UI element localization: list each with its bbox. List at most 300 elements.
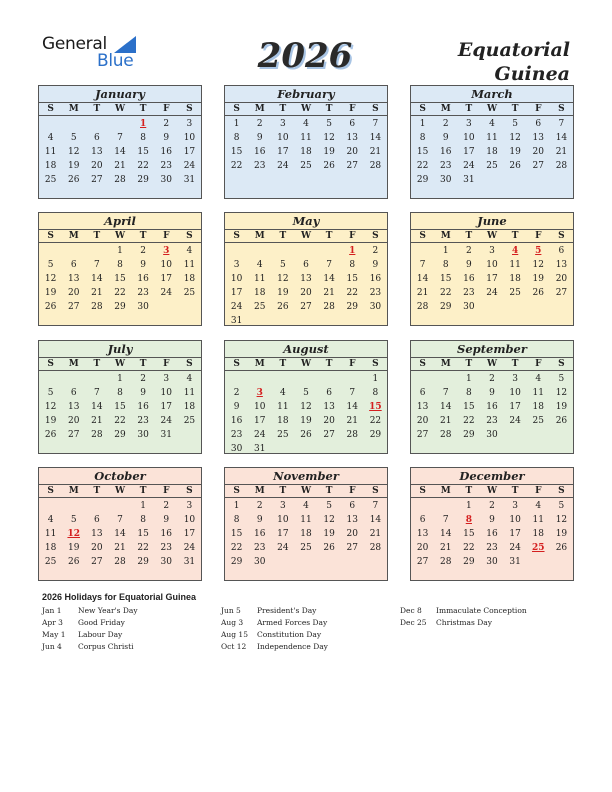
day-cell: 16 — [160, 529, 172, 539]
day-cell: 6 — [303, 260, 309, 270]
weekday-label: W — [300, 359, 312, 369]
day-cell: 29 — [463, 557, 475, 567]
day-cell: 26 — [67, 175, 80, 185]
weekday-label: T — [465, 104, 473, 114]
day-cell: 5 — [279, 260, 286, 270]
day-cell: 3 — [279, 119, 286, 129]
day-cell: 7 — [326, 260, 332, 270]
day-cell: 2 — [140, 374, 146, 384]
weekday-label: T — [279, 231, 287, 241]
day-cell: 25 — [44, 557, 57, 567]
holiday-name: New Year's Day — [78, 606, 138, 615]
weekday-label: S — [419, 359, 426, 369]
weekday-label: T — [139, 486, 147, 496]
day-cell: 21 — [416, 288, 429, 298]
day-cell: 19 — [323, 147, 335, 157]
holiday-name: Labour Day — [78, 630, 123, 639]
day-cell: 24 — [160, 288, 172, 298]
day-cell: 21 — [91, 416, 103, 426]
empty-day — [39, 499, 62, 513]
month-may — [224, 212, 388, 326]
day-cell: 7 — [442, 515, 449, 525]
month-title: March — [411, 86, 573, 103]
day-cell: 14 — [369, 515, 382, 525]
weekday-label: M — [68, 486, 79, 496]
day-grid — [411, 371, 573, 442]
day-grid — [225, 371, 387, 456]
day-cell: 14 — [91, 402, 103, 412]
holiday-date: Jan 1 — [42, 606, 62, 615]
day-cell: 22 — [439, 288, 452, 298]
month-april — [38, 212, 202, 326]
day-cell: 12 — [67, 147, 80, 157]
day-cell: 29 — [230, 557, 243, 567]
empty-day — [62, 372, 85, 386]
day-cell: 8 — [419, 133, 426, 143]
empty-day — [85, 499, 108, 513]
day-cell: 6 — [70, 260, 77, 270]
day-cell: 25 — [300, 543, 312, 553]
day-cell: 23 — [137, 416, 149, 426]
day-cell: 5 — [558, 374, 565, 384]
holiday-day: 1 — [349, 246, 356, 256]
day-cell: 6 — [349, 119, 356, 129]
weekday-label: S — [372, 104, 379, 114]
brand-logo — [42, 34, 142, 74]
day-cell: 5 — [70, 133, 77, 143]
weekday-label: W — [114, 104, 126, 114]
day-cell: 18 — [532, 529, 544, 539]
day-cell: 9 — [372, 260, 379, 270]
day-cell: 7 — [558, 119, 565, 129]
day-cell: 5 — [512, 119, 518, 129]
day-cell: 28 — [369, 543, 382, 553]
brand-line1: General — [42, 34, 107, 54]
day-cell: 28 — [439, 557, 452, 567]
day-cell: 16 — [253, 529, 266, 539]
holidays-column — [42, 605, 138, 653]
month-march — [410, 85, 574, 199]
day-cell: 10 — [183, 133, 196, 143]
day-cell: 10 — [160, 260, 172, 270]
day-cell: 17 — [486, 274, 498, 284]
day-cell: 9 — [256, 133, 263, 143]
weekday-header-row — [411, 103, 573, 116]
day-cell: 18 — [44, 543, 57, 553]
day-cell: 8 — [117, 388, 123, 398]
day-cell: 22 — [137, 543, 149, 553]
holiday-date: Jun 5 — [221, 606, 241, 615]
day-cell: 2 — [442, 119, 449, 129]
day-cell: 1 — [419, 119, 426, 129]
day-cell: 15 — [114, 402, 126, 412]
holiday-date: Aug 15 — [221, 630, 248, 639]
day-cell: 24 — [183, 161, 196, 171]
day-cell: 3 — [465, 119, 472, 129]
day-cell: 19 — [44, 288, 57, 298]
day-cell: 4 — [303, 501, 309, 511]
weekday-label: W — [114, 231, 126, 241]
day-cell: 29 — [369, 430, 382, 440]
day-cell: 17 — [183, 147, 196, 157]
day-cell: 22 — [416, 161, 429, 171]
holiday-date: Oct 12 — [221, 642, 247, 651]
month-title: September — [411, 341, 573, 358]
weekday-label: S — [233, 359, 240, 369]
day-cell: 17 — [183, 529, 196, 539]
day-cell: 16 — [486, 402, 498, 412]
day-cell: 3 — [512, 501, 518, 511]
day-cell: 13 — [416, 529, 429, 539]
day-cell: 12 — [323, 515, 335, 525]
holiday-date: Aug 3 — [221, 618, 244, 627]
day-cell: 12 — [277, 274, 289, 284]
day-cell: 30 — [137, 302, 149, 312]
weekday-label: S — [233, 104, 240, 114]
day-cell: 14 — [323, 274, 335, 284]
day-cell: 28 — [369, 161, 382, 171]
day-cell: 13 — [67, 402, 80, 412]
month-title: February — [225, 86, 387, 103]
day-cell: 21 — [91, 288, 103, 298]
holiday-entry — [400, 605, 527, 617]
day-cell: 29 — [137, 175, 149, 185]
day-cell: 20 — [67, 288, 80, 298]
day-cell: 16 — [463, 274, 475, 284]
holiday-entry — [42, 605, 138, 617]
holiday-entry — [221, 605, 328, 617]
day-cell: 19 — [300, 416, 312, 426]
weekday-label: M — [440, 359, 451, 369]
day-cell: 21 — [323, 288, 335, 298]
day-grid — [39, 371, 201, 442]
day-cell: 28 — [439, 430, 452, 440]
weekday-label: T — [465, 486, 473, 496]
day-cell: 28 — [91, 302, 103, 312]
day-cell: 3 — [233, 260, 240, 270]
day-cell: 25 — [183, 288, 196, 298]
day-cell: 24 — [277, 161, 289, 171]
day-cell: 22 — [369, 416, 382, 426]
day-cell: 17 — [277, 529, 289, 539]
empty-day — [294, 244, 317, 258]
weekday-label: W — [486, 486, 498, 496]
holiday-entry — [42, 617, 138, 629]
day-cell: 26 — [44, 430, 57, 440]
day-cell: 29 — [114, 302, 126, 312]
day-cell: 16 — [253, 147, 266, 157]
weekday-label: S — [419, 486, 426, 496]
day-cell: 6 — [70, 388, 77, 398]
weekday-label: M — [68, 231, 79, 241]
day-cell: 30 — [486, 430, 498, 440]
holiday-day: 3 — [163, 246, 170, 256]
weekday-header-row — [225, 230, 387, 243]
holiday-day: 3 — [256, 388, 263, 398]
day-cell: 19 — [67, 161, 80, 171]
day-cell: 14 — [555, 133, 568, 143]
day-cell: 20 — [67, 416, 80, 426]
empty-day — [271, 372, 294, 386]
holiday-date: Apr 3 — [42, 618, 63, 627]
day-cell: 18 — [300, 147, 312, 157]
weekday-label: S — [186, 486, 193, 496]
holiday-entry — [221, 617, 328, 629]
empty-day — [411, 372, 434, 386]
day-cell: 28 — [114, 175, 126, 185]
empty-day — [225, 372, 248, 386]
day-cell: 21 — [369, 529, 382, 539]
day-cell: 6 — [419, 388, 426, 398]
day-cell: 24 — [509, 416, 521, 426]
month-june — [410, 212, 574, 326]
day-cell: 15 — [346, 274, 358, 284]
day-cell: 25 — [183, 416, 196, 426]
day-cell: 4 — [186, 246, 193, 256]
day-cell: 2 — [256, 119, 263, 129]
day-cell: 28 — [346, 430, 358, 440]
day-cell: 11 — [300, 133, 312, 143]
day-cell: 13 — [346, 133, 358, 143]
day-cell: 28 — [114, 557, 126, 567]
weekday-label: S — [558, 231, 565, 241]
day-cell: 26 — [323, 543, 335, 553]
day-cell: 7 — [442, 388, 449, 398]
day-cell: 22 — [463, 416, 475, 426]
day-cell: 2 — [140, 246, 146, 256]
day-cell: 19 — [555, 529, 568, 539]
holiday-day: 12 — [67, 529, 80, 539]
day-cell: 4 — [47, 515, 54, 525]
weekday-label: T — [511, 359, 519, 369]
weekday-label: S — [419, 104, 426, 114]
day-cell: 8 — [233, 515, 240, 525]
day-cell: 3 — [279, 501, 286, 511]
day-cell: 27 — [91, 175, 103, 185]
day-grid — [225, 243, 387, 328]
day-cell: 9 — [233, 402, 240, 412]
day-cell: 27 — [300, 302, 312, 312]
holiday-name: Armed Forces Day — [257, 618, 328, 627]
weekday-label: M — [254, 359, 265, 369]
day-cell: 20 — [555, 274, 568, 284]
day-cell: 11 — [532, 388, 544, 398]
weekday-label: F — [535, 486, 542, 496]
weekday-label: T — [93, 359, 101, 369]
day-cell: 11 — [183, 260, 196, 270]
day-cell: 20 — [416, 543, 429, 553]
day-cell: 7 — [372, 501, 379, 511]
day-cell: 6 — [93, 515, 100, 525]
weekday-header-row — [39, 230, 201, 243]
empty-day — [108, 499, 131, 513]
month-july — [38, 340, 202, 454]
weekday-label: T — [511, 104, 519, 114]
weekday-header-row — [411, 485, 573, 498]
day-cell: 10 — [509, 515, 521, 525]
day-cell: 24 — [509, 543, 521, 553]
day-cell: 20 — [346, 147, 358, 157]
day-cell: 18 — [486, 147, 498, 157]
weekday-label: F — [535, 359, 542, 369]
day-cell: 17 — [509, 402, 521, 412]
day-cell: 14 — [439, 402, 452, 412]
day-cell: 19 — [555, 402, 568, 412]
holiday-date: May 1 — [42, 630, 66, 639]
day-cell: 24 — [253, 430, 266, 440]
day-cell: 19 — [277, 288, 289, 298]
day-cell: 11 — [486, 133, 498, 143]
day-cell: 31 — [160, 430, 172, 440]
day-cell: 18 — [532, 402, 544, 412]
weekday-label: T — [465, 231, 473, 241]
day-cell: 16 — [160, 147, 172, 157]
day-cell: 4 — [535, 374, 542, 384]
day-cell: 2 — [372, 246, 379, 256]
day-cell: 10 — [509, 388, 521, 398]
holiday-entry — [42, 629, 138, 641]
day-cell: 23 — [253, 543, 266, 553]
weekday-label: F — [163, 231, 170, 241]
weekday-label: F — [349, 104, 356, 114]
holiday-day: 1 — [140, 119, 147, 129]
holiday-date: Jun 4 — [42, 642, 62, 651]
day-cell: 24 — [463, 161, 475, 171]
day-cell: 25 — [44, 175, 57, 185]
day-cell: 10 — [463, 133, 475, 143]
weekday-label: T — [325, 486, 333, 496]
empty-day — [39, 244, 62, 258]
empty-day — [108, 117, 131, 131]
day-cell: 4 — [303, 119, 309, 129]
day-cell: 14 — [114, 147, 126, 157]
weekday-label: S — [186, 231, 193, 241]
day-cell: 25 — [277, 430, 289, 440]
brand-line2: Blue — [97, 51, 134, 71]
day-cell: 24 — [486, 288, 498, 298]
weekday-label: T — [93, 231, 101, 241]
weekday-label: W — [300, 486, 312, 496]
day-cell: 19 — [509, 147, 521, 157]
day-cell: 27 — [532, 161, 544, 171]
day-cell: 30 — [463, 302, 475, 312]
weekday-label: F — [535, 104, 542, 114]
day-cell: 10 — [486, 260, 498, 270]
day-cell: 8 — [117, 260, 123, 270]
day-cell: 20 — [91, 543, 103, 553]
weekday-label: S — [558, 486, 565, 496]
day-cell: 4 — [256, 260, 263, 270]
day-cell: 6 — [349, 501, 356, 511]
weekday-label: F — [163, 359, 170, 369]
day-cell: 21 — [114, 161, 126, 171]
day-cell: 9 — [489, 515, 495, 525]
day-cell: 13 — [91, 529, 103, 539]
day-cell: 23 — [463, 288, 475, 298]
day-cell: 27 — [67, 302, 80, 312]
day-cell: 12 — [555, 388, 568, 398]
day-cell: 24 — [230, 302, 243, 312]
day-cell: 8 — [465, 388, 472, 398]
day-cell: 7 — [372, 119, 379, 129]
year-title: 2026 — [257, 36, 353, 76]
day-cell: 5 — [303, 388, 309, 398]
weekday-header-row — [225, 103, 387, 116]
day-cell: 17 — [277, 147, 289, 157]
day-cell: 31 — [183, 557, 196, 567]
day-cell: 31 — [253, 444, 266, 454]
day-cell: 26 — [532, 288, 544, 298]
day-cell: 21 — [369, 147, 382, 157]
day-cell: 12 — [44, 274, 57, 284]
day-cell: 5 — [326, 119, 332, 129]
day-cell: 6 — [419, 515, 426, 525]
day-cell: 18 — [183, 274, 196, 284]
day-cell: 10 — [183, 515, 196, 525]
day-cell: 26 — [300, 430, 312, 440]
weekday-header-row — [39, 103, 201, 116]
day-cell: 15 — [463, 402, 475, 412]
holidays-title: 2026 Holidays for Equatorial Guinea — [42, 592, 197, 602]
empty-day — [85, 244, 108, 258]
day-cell: 22 — [230, 543, 243, 553]
month-january — [38, 85, 202, 199]
weekday-label: F — [163, 104, 170, 114]
month-title: June — [411, 213, 573, 230]
day-cell: 16 — [486, 529, 498, 539]
day-cell: 11 — [253, 274, 266, 284]
weekday-label: W — [300, 104, 312, 114]
weekday-header-row — [411, 358, 573, 371]
day-cell: 11 — [44, 529, 57, 539]
day-cell: 21 — [439, 543, 452, 553]
day-grid — [39, 498, 201, 569]
day-cell: 5 — [558, 501, 565, 511]
day-cell: 26 — [44, 302, 57, 312]
day-cell: 5 — [70, 515, 77, 525]
day-cell: 22 — [114, 288, 126, 298]
weekday-label: T — [139, 231, 147, 241]
weekday-label: M — [68, 359, 79, 369]
day-cell: 20 — [323, 416, 335, 426]
weekday-label: T — [325, 104, 333, 114]
day-cell: 2 — [465, 246, 472, 256]
empty-day — [85, 372, 108, 386]
day-cell: 9 — [465, 260, 472, 270]
day-cell: 5 — [326, 501, 332, 511]
day-cell: 22 — [463, 543, 475, 553]
month-title: August — [225, 341, 387, 358]
weekday-label: S — [186, 359, 193, 369]
day-cell: 2 — [256, 501, 263, 511]
day-cell: 8 — [233, 133, 240, 143]
weekday-label: W — [300, 231, 312, 241]
day-cell: 12 — [300, 402, 312, 412]
day-grid — [411, 243, 573, 314]
weekday-label: M — [254, 486, 265, 496]
month-title: October — [39, 468, 201, 485]
day-cell: 9 — [163, 515, 170, 525]
day-grid — [39, 116, 201, 187]
day-cell: 21 — [114, 543, 126, 553]
day-cell: 17 — [230, 288, 243, 298]
day-cell: 18 — [183, 402, 196, 412]
day-cell: 11 — [532, 515, 544, 525]
day-cell: 7 — [93, 260, 100, 270]
day-cell: 25 — [532, 416, 544, 426]
day-cell: 12 — [532, 260, 544, 270]
day-cell: 27 — [416, 557, 429, 567]
